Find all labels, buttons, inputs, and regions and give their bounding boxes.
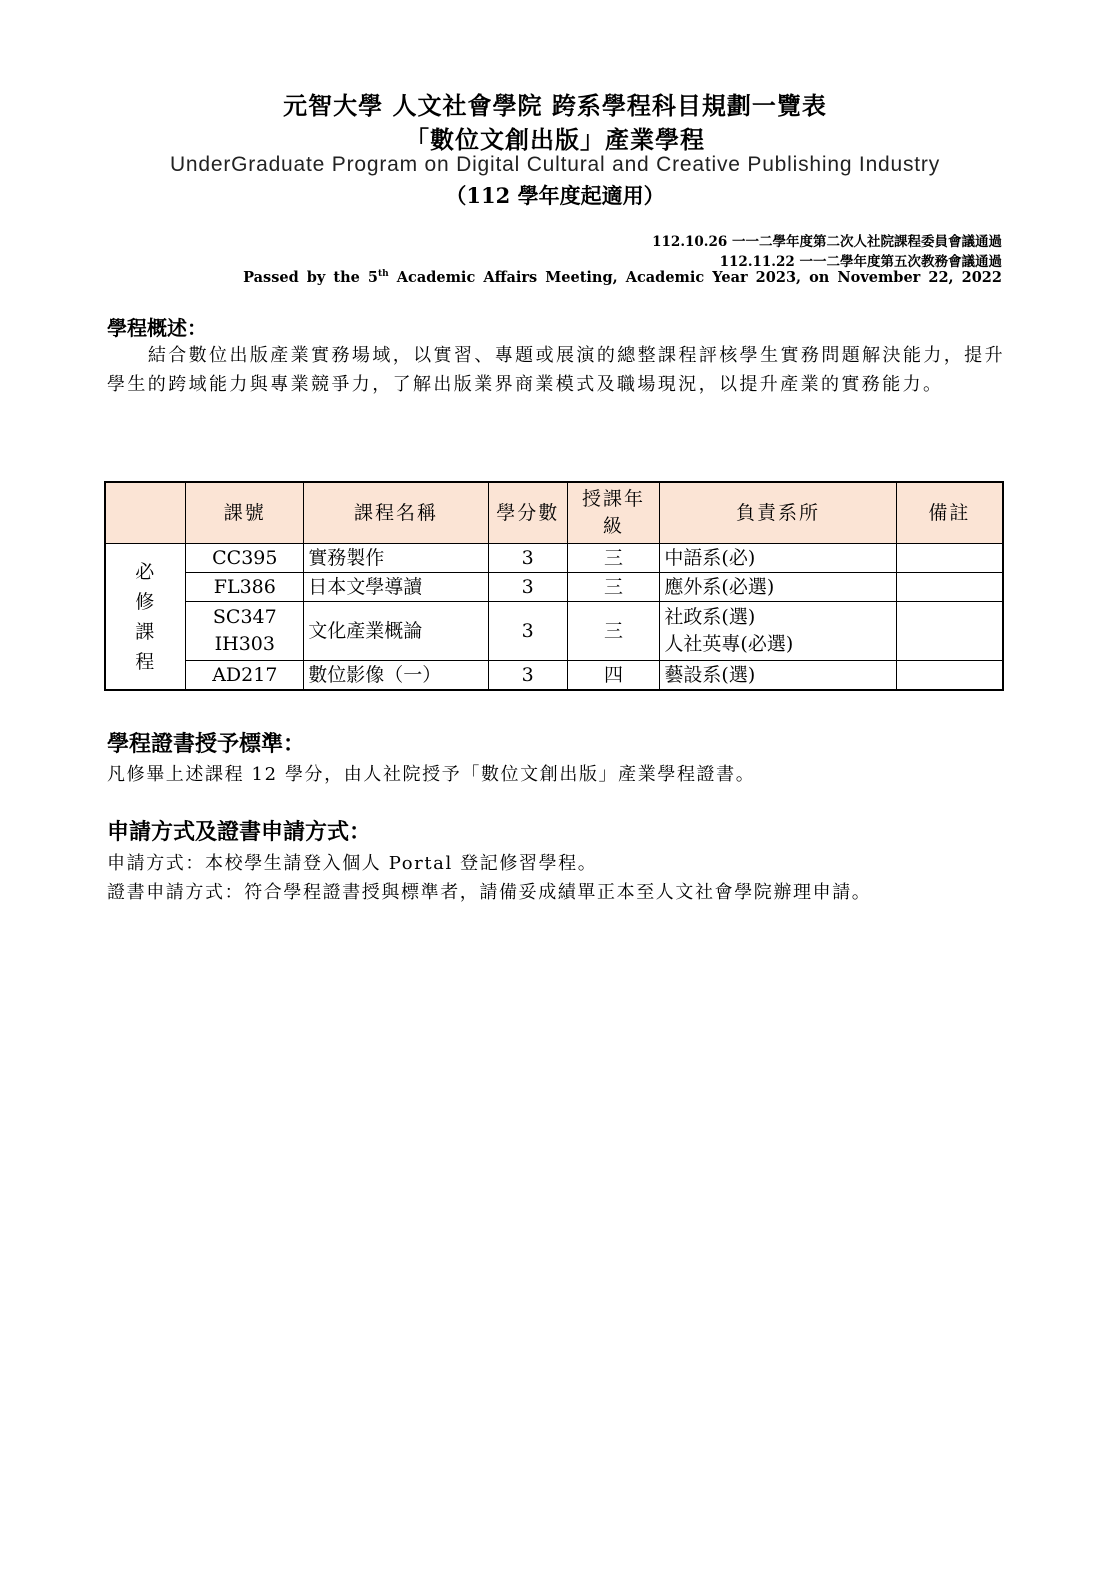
course-credits: 3 xyxy=(488,573,567,602)
course-code: SC347 xyxy=(212,606,277,628)
course-code-cell xyxy=(186,602,304,661)
approval-line-3-sup: th xyxy=(378,269,389,280)
course-dept-cell xyxy=(660,602,896,661)
application-heading: 申請方式及證書申請方式： xyxy=(107,819,372,845)
course-dept: 藝設系(選) xyxy=(660,661,896,691)
header-notes: 備註 xyxy=(896,482,1003,544)
course-name: 文化產業概論 xyxy=(304,602,489,661)
course-note xyxy=(896,661,1003,691)
header-category xyxy=(105,482,186,544)
document-title: 元智大學 人文社會學院 跨系學程科目規劃一覽表 xyxy=(283,91,827,120)
course-note xyxy=(896,573,1003,602)
table-row xyxy=(105,602,1003,661)
header-department: 負責系所 xyxy=(660,482,896,544)
course-credits: 3 xyxy=(488,544,567,573)
overview-heading: 學程概述： xyxy=(107,316,207,340)
approval-line-1: 112.10.26 一一二學年度第二次人社院課程委員會議通過 xyxy=(652,234,1002,250)
category-label: 必修課程 xyxy=(135,560,157,673)
certificate-heading: 學程證書授予標準： xyxy=(107,731,306,757)
course-name: 數位影像（一） xyxy=(304,661,489,691)
program-title: 「數位文創出版」產業學程 xyxy=(405,125,705,154)
course-name: 實務製作 xyxy=(304,544,489,573)
application-method: 申請方式：本校學生請登入個人 Portal 登記修習學程。 xyxy=(107,853,598,874)
certificate-application-method: 證書申請方式：符合學程證書授與標準者，請備妥成績單正本至人文社會學院辦理申請。 xyxy=(107,882,872,903)
course-year: 三 xyxy=(567,544,660,573)
course-year: 三 xyxy=(567,573,660,602)
overview-text: 結合數位出版產業實務場域，以實習、專題或展演的總整課程評核學生實務問題解決能力，提升學生的跨域能力與專業競爭力，了解出版業界商業模式及職場現況，以提升產業的實務能力。 xyxy=(107,345,1005,395)
course-note xyxy=(896,602,1003,661)
course-year: 四 xyxy=(567,661,660,691)
course-dept-alt: 人社英專(必選) xyxy=(664,633,794,655)
category-cell xyxy=(105,544,186,691)
course-dept: 中語系(必) xyxy=(660,544,896,573)
table-row xyxy=(105,544,1003,573)
program-english-title: UnderGraduate Program on Digital Cultural and Creative Publishing Industry xyxy=(169,153,941,176)
course-dept: 應外系(必選) xyxy=(660,573,896,602)
approval-line-3 xyxy=(243,269,1002,286)
header-course-code: 課號 xyxy=(186,482,304,544)
applicable-year: （112 學年度起適用） xyxy=(445,183,665,208)
certificate-text: 凡修畢上述課程 12 學分，由人社院授予「數位文創出版」產業學程證書。 xyxy=(107,764,756,785)
approval-line-3-pre: Passed by the 5 xyxy=(243,269,378,286)
approval-line-2: 112.11.22 一一二學年度第五次教務會議通過 xyxy=(719,254,1002,270)
table-row xyxy=(105,661,1003,691)
header-course-name: 課程名稱 xyxy=(304,482,489,544)
course-note xyxy=(896,544,1003,573)
header-year: 授課年級 xyxy=(567,482,660,544)
table-header-row xyxy=(105,482,1003,544)
course-code: CC395 xyxy=(186,544,304,573)
course-code: AD217 xyxy=(186,661,304,691)
course-name: 日本文學導讀 xyxy=(304,573,489,602)
course-dept: 社政系(選) xyxy=(664,606,756,628)
course-table xyxy=(104,481,1004,691)
course-year: 三 xyxy=(567,602,660,661)
header-credits: 學分數 xyxy=(488,482,567,544)
course-credits: 3 xyxy=(488,602,567,661)
course-code: FL386 xyxy=(186,573,304,602)
table-row xyxy=(105,573,1003,602)
course-credits: 3 xyxy=(488,661,567,691)
approval-line-3-post: Academic Affairs Meeting, Academic Year 2023, on November 22, 2022 xyxy=(388,269,1002,286)
course-code-alt: IH303 xyxy=(214,633,275,655)
